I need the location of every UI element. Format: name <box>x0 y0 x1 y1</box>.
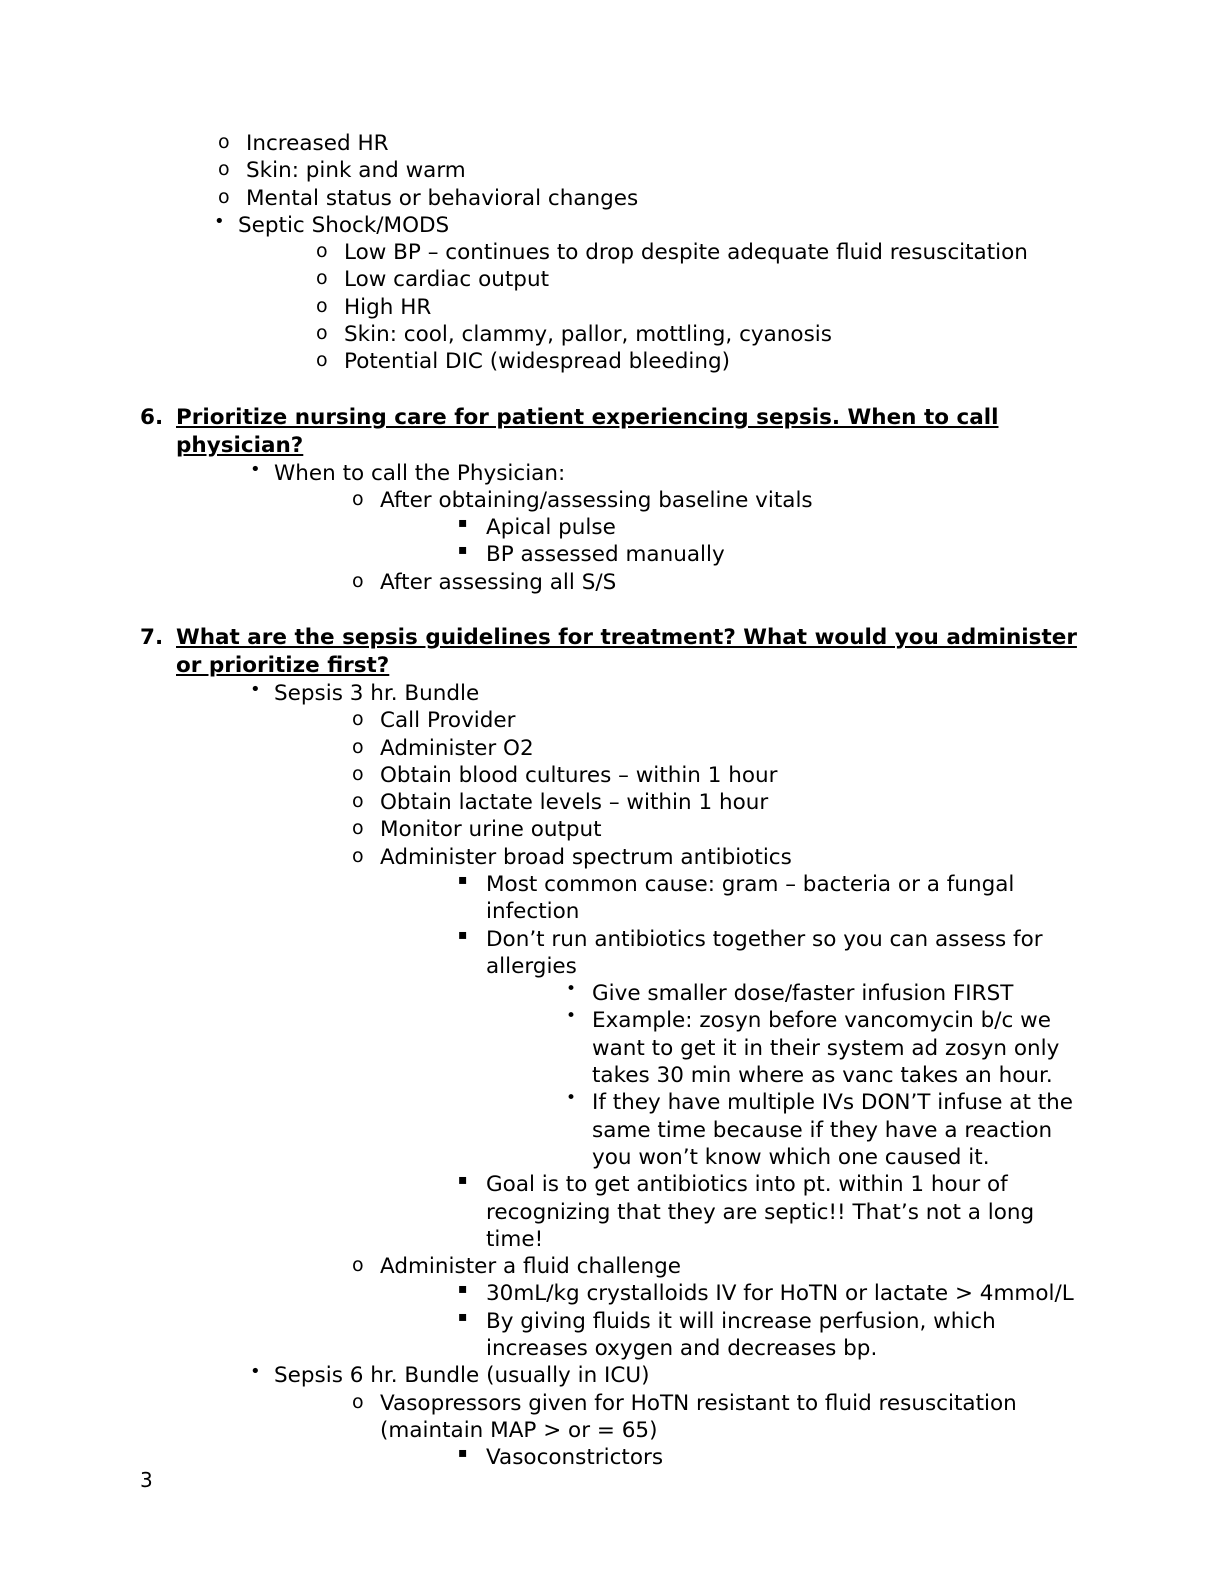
bullet-level4-icon: • <box>566 1006 577 1027</box>
list-item-text: Low cardiac output <box>344 267 549 293</box>
list-item <box>344 816 1084 843</box>
list-item <box>344 789 1084 816</box>
list-item <box>558 980 1084 1007</box>
question-6-heading: Prioritize nursing care for patient experiencing sepsis. When to call physician? <box>176 404 999 458</box>
list-item-text: After assessing all S/S <box>380 569 617 595</box>
list-item-text: Obtain lactate levels – within 1 hour <box>380 790 769 816</box>
list-item <box>558 1089 1084 1171</box>
list-item <box>450 514 1084 541</box>
list-item <box>308 239 1084 266</box>
list-item-text: Increased HR <box>246 131 389 156</box>
document-body <box>140 130 1084 1472</box>
list-item <box>450 1280 1084 1307</box>
list-item-text: Skin: pink and warm <box>246 158 466 184</box>
list-item <box>450 1171 1084 1253</box>
list-item <box>450 1308 1084 1363</box>
page-number: 3 <box>140 1468 153 1492</box>
list-item <box>450 871 1084 926</box>
list-item-text: Obtain blood cultures – within 1 hour <box>380 762 778 788</box>
list-item <box>558 1007 1084 1089</box>
list-item <box>210 185 1084 212</box>
list-item <box>308 266 1084 293</box>
bullet-level2-icon: o <box>352 762 364 785</box>
bullet-level2-icon: o <box>352 487 364 510</box>
question-7-heading: What are the sepsis guidelines for treatment? What would you administer or prioritize first? <box>176 625 1077 678</box>
list-item <box>344 762 1084 789</box>
list-item <box>344 1390 1084 1472</box>
list-item-text: Potential DIC (widespread bleeding) <box>344 349 731 375</box>
list-bundle3-items <box>344 707 1084 1362</box>
list-item-text: Call Provider <box>380 708 516 734</box>
list-bundle6-items <box>344 1390 1084 1472</box>
question-6-item <box>140 404 1084 596</box>
list-item-text: Apical pulse <box>486 515 616 541</box>
bullet-level2-icon: o <box>218 185 230 208</box>
bullet-level2-icon: o <box>352 844 364 867</box>
bullet-level3-icon: ▪ <box>458 1172 468 1189</box>
list-item <box>450 1444 1084 1471</box>
list-septic-shock <box>204 212 1084 376</box>
list-antibiotics-sub <box>450 871 1084 1253</box>
bullet-level2-icon: o <box>352 735 364 758</box>
list-top-symptoms <box>210 130 1084 212</box>
list-item-text: Sepsis 6 hr. Bundle (usually in ICU) <box>274 1363 650 1389</box>
bullet-level2-icon: o <box>316 349 328 372</box>
bullet-level3-icon: ▪ <box>458 926 468 943</box>
bullet-level2-icon: o <box>316 240 328 263</box>
question-7 <box>140 624 1084 1471</box>
bullet-level2-icon: o <box>218 158 230 181</box>
list-item-text: Give smaller dose/faster infusion FIRST <box>592 981 1014 1007</box>
list-item-text: Example: zosyn before vancomycin b/c we want to get it in their system ad zosyn only takes 30 min where as vanc takes an hour. <box>592 1008 1060 1089</box>
list-item <box>240 680 1084 1362</box>
list-item-text: Mental status or behavioral changes <box>246 185 639 211</box>
list-item-text: Administer a fluid challenge <box>380 1254 681 1280</box>
list-item-text: Septic Shock/MODS <box>238 212 450 238</box>
list-item-text: Administer broad spectrum antibiotics <box>380 844 792 870</box>
bullet-level2-icon: o <box>352 790 364 813</box>
bullet-level4-icon: • <box>566 979 577 1000</box>
bullet-level4-icon: • <box>566 1088 577 1109</box>
question-7-number: 7. <box>140 625 164 651</box>
list-q6-level1 <box>240 460 1084 596</box>
list-item <box>344 1253 1084 1362</box>
question-6 <box>140 404 1084 596</box>
list-item-text: Monitor urine output <box>380 817 602 843</box>
list-item-text: Don’t run antibiotics together so you can assess for allergies <box>486 926 1043 979</box>
list-item <box>344 707 1084 734</box>
list-item-text: Low BP – continues to drop despite adequate fluid resuscitation <box>344 240 1028 266</box>
bullet-level3-icon: ▪ <box>458 515 468 532</box>
list-item-text: High HR <box>344 294 432 320</box>
bullet-level3-icon: ▪ <box>458 1281 468 1298</box>
list-item <box>308 348 1084 375</box>
bullet-level3-icon: ▪ <box>458 1308 468 1325</box>
question-7-item <box>140 624 1084 1471</box>
list-q6-level3 <box>450 514 1084 569</box>
list-item <box>344 735 1084 762</box>
list-item <box>344 844 1084 1253</box>
bullet-level3-icon: ▪ <box>458 871 468 888</box>
bullet-level2-icon: o <box>352 817 364 840</box>
bullet-level1-icon: • <box>250 678 261 700</box>
list-item-text: Goal is to get antibiotics into pt. within 1 hour of recognizing that they are septic!! That’s not a long time! <box>486 1172 1035 1252</box>
list-item-text: By giving fluids it will increase perfusion, which increases oxygen and decreases bp. <box>486 1308 996 1362</box>
bullet-level2-icon: o <box>316 322 328 345</box>
list-item <box>308 294 1084 321</box>
list-item-text: Vasopressors given for HoTN resistant to fluid resuscitation (maintain MAP > or = 65) <box>380 1390 1017 1443</box>
bullet-level1-icon: • <box>214 210 225 232</box>
list-q6-level2 <box>344 487 1084 596</box>
list-item-text: BP assessed manually <box>486 542 725 568</box>
bullet-level2-icon: o <box>316 267 328 290</box>
list-item-text: Most common cause: gram – bacteria or a fungal infection <box>486 871 1015 925</box>
list-antibiotics-sub-sub <box>558 980 1084 1171</box>
list-item-text: Administer O2 <box>380 735 534 761</box>
list-item-text: When to call the Physician: <box>274 460 566 486</box>
list-item <box>210 130 1084 157</box>
list-septic-shock-items <box>308 239 1084 375</box>
bullet-level2-icon: o <box>352 569 364 592</box>
list-item <box>344 569 1084 596</box>
bullet-level3-icon: ▪ <box>458 542 468 559</box>
list-item <box>450 541 1084 568</box>
bullet-level2-icon: o <box>316 294 328 317</box>
bullet-level2-icon: o <box>352 1390 364 1413</box>
question-6-number: 6. <box>140 404 164 430</box>
list-item-text: If they have multiple IVs DON’T infuse at the same time because if they have a reaction you won’t know which one caused it. <box>592 1090 1074 1170</box>
list-fluid-items <box>450 1280 1084 1362</box>
bullet-level3-icon: ▪ <box>458 1445 468 1462</box>
list-item <box>450 926 1084 1172</box>
bullet-level2-icon: o <box>352 1254 364 1277</box>
bullet-level1-icon: • <box>250 1361 261 1383</box>
list-item <box>344 487 1084 569</box>
bullet-level1-icon: • <box>250 458 261 480</box>
list-bundle6-sub <box>450 1444 1084 1471</box>
list-item <box>204 212 1084 376</box>
list-q7-level1 <box>240 680 1084 1472</box>
bullet-level2-icon: o <box>218 131 230 153</box>
list-item <box>210 157 1084 184</box>
list-item-text: 30mL/kg crystalloids IV for HoTN or lactate > 4mmol/L <box>486 1281 1074 1307</box>
list-item <box>308 321 1084 348</box>
list-item-text: Skin: cool, clammy, pallor, mottling, cyanosis <box>344 322 832 348</box>
list-item-text: Sepsis 3 hr. Bundle <box>274 680 480 706</box>
list-item <box>240 1362 1084 1471</box>
list-item <box>240 460 1084 596</box>
bullet-level2-icon: o <box>352 708 364 731</box>
list-item-text: Vasoconstrictors <box>486 1445 664 1471</box>
list-item-text: After obtaining/assessing baseline vitals <box>380 487 813 513</box>
